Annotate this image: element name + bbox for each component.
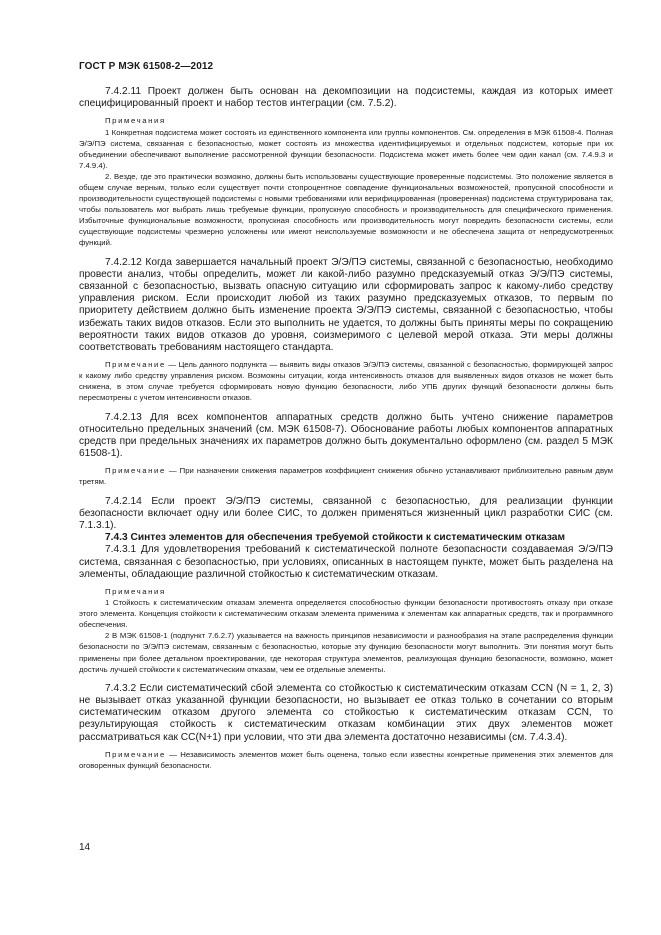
page-number: 14 [79,842,91,853]
clause-7-4-2-12: 7.4.2.12 Когда завершается начальный проект Э/Э/ПЭ системы, связанной с безопасностью, необходимо провести анализ, чтобы определить, может ли какой-либо разумно предсказуемый отказ Э/Э/ПЭ системы, связанной с безопасностью, вызвать опасную ситуацию или сформировать запрос к какому-либо средству управления риском. Если происходит любой из таких разумно предсказуемых отказов, то первым по приоритету действием должно быть изменение проекта Э/Э/ПЭ системы, связанной с безопасностью, чтобы избежать таких видов отказов. Если это выполнить не удается, то должны быть приняты меры по сокращению вероятности таких видов отказов до уровня, соизмеримого с целевой мерой отказа. Эти меры должны соответствовать требованиям настоящего стандарта. [79,256,613,353]
note-2-text: — Цель данного подпункта — выявить виды отказов Э/Э/ПЭ системы, связанной с безопасностью, формирующей запрос к какому либо средству управления риском. Возможны ситуации, когда интенсивность отказов для выявленных видов отказов не может быть снижена, в этом случае требуется сформировать новую функцию безопасности, либо УПБ других функций безопасности должны быть пересмотрены с учетом интенсивности отказов. [79,360,613,403]
standard-header: ГОСТ Р МЭК 61508-2—2012 [79,61,214,72]
clause-7-4-2-13: 7.4.2.13 Для всех компонентов аппаратных средств должно быть учтено снижение параметров относительно предельных значений (см. МЭК 61508-7). Обоснование работы любых компонентов аппаратных средств при предельных значениях их параметров должно быть документально оформлено (см. раздел 5 МЭК 61508-1). [79,411,613,460]
note-3 [79,465,613,487]
clause-7-4-3-1: 7.4.3.1 Для удовлетворения требований к систематической полноте безопасности создаваемая Э/Э/ПЭ система, связанная с безопасностью, при условиях, описанных в настоящем пункте, может быть разделена на элементы, обладающие различной стойкостью к систематическим отказам. [79,544,613,580]
clause-7-4-2-14: 7.4.2.14 Если проект Э/Э/ПЭ системы, связанной с безопасностью, для реализации функции безопасности включает одну или более СИС, то должен применяться жизненный цикл разработки СИС (см. 7.1.3.1). [79,495,613,531]
notes-label-text: Примечания [105,586,166,596]
notes-label [79,115,613,126]
note-4-1: 1 Стойкость к систематическим отказам элемента определяется способностью функции безопасности противостоять отказу при отказе этого элемента. Концепция стойкости к систематическим отказам элемента применима к элементам как аппаратных средств, так и программного обеспечения. [79,598,613,630]
note-5 [79,749,613,771]
note-2 [79,359,613,403]
note-1-2: 2. Везде, где это практически возможно, должны быть использованы существующие проверенные подсистемы. Это положение является в общем случае верным, только если существует почти стопроцентное совпадение функциональных возможностей, пропускной способности и производительности существующей подсистемы с новыми требованиями или верифицированная (проверенная) подсистема структурирована так, чтобы пользователь мог выбрать лишь требуемые функции, пропускную способность и производительность для специфического применения. Избыточные функциональные возможности, пропускная способность или производительность могут повредить безопасности системы, если существующие подсистемы чрезмерно усложнены или имеют неиспользуемые возможности и не обеспечена защита от непредусмотренных функций. [79,171,613,248]
note-3-text: — При назначении снижения параметров коэффициент снижения обычно устанавливают приблизительно равным двум третям. [79,466,614,487]
note-5-text: — Независимость элементов может быть оценена, только если известны конкретные применения этих элементов для оговоренных функций безопасности. [79,749,613,770]
note-4-2: 2 В МЭК 61508-1 (подпункт 7.6.2.7) указывается на важность принципов независимости и разнообразия на этапе распределения функции безопасности по Э/Э/ПЭ системам, связанным с безопасностью, которые эту функцию безопасности могут выполнить. Эти понятия могут быть применены при более детальном проектировании, где некоторая структура элементов, реализующая функцию безопасности, возможно, может достичь лучшей стойкости к систематическим отказам, чем ее отдельные элементы. [79,631,613,674]
page-content [79,86,613,771]
clause-7-4-2-11: 7.4.2.11 Проект должен быть основан на декомпозиции на подсистемы, каждая из которых имеет специфицированный проект и набор тестов интеграции (см. 7.5.2). [79,86,613,110]
note-label: Примечание [105,749,166,759]
note-label: Примечание [105,360,166,370]
note-1-1: 1 Конкретная подсистема может состоять из единственного компонента или группы компонентов. См. определения в МЭК 61508-4. Полная Э/Э/ПЭ система, связанная с безопасностью, может состоять из множества идентифицируемых и отдельных подсистем, которые при их объединении обеспечивают выполнение рассмотренной функции безопасности. Подсистема может иметь более чем один канал (см. 7.4.9.3 и 7.4.9.4). [79,127,613,170]
section-heading-7-4-3: 7.4.3 Синтез элементов для обеспечения требуемой стойкости к систематическим отказам [105,532,566,544]
clause-7-4-3-2: 7.4.3.2 Если систематический сбой элемента со стойкостью к систематическим отказам CCN (N = 1, 2, 3) не вызывает отказ указанной функции безопасности, но вызывает ее отказ только в сочетании со вторым систематическим отказом другого элемента со стойкостью к систематическим отказам CCN, то результирующая стойкость к систематическим отказам комбинации этих двух элементов может рассматриваться как CC(N+1) при условии, что эти два элемента достаточно независимы (см. 7.4.3.4). [79,682,613,743]
notes-label-text: Примечания [105,116,166,126]
note-label: Примечание [105,466,166,476]
notes-label [79,586,613,597]
